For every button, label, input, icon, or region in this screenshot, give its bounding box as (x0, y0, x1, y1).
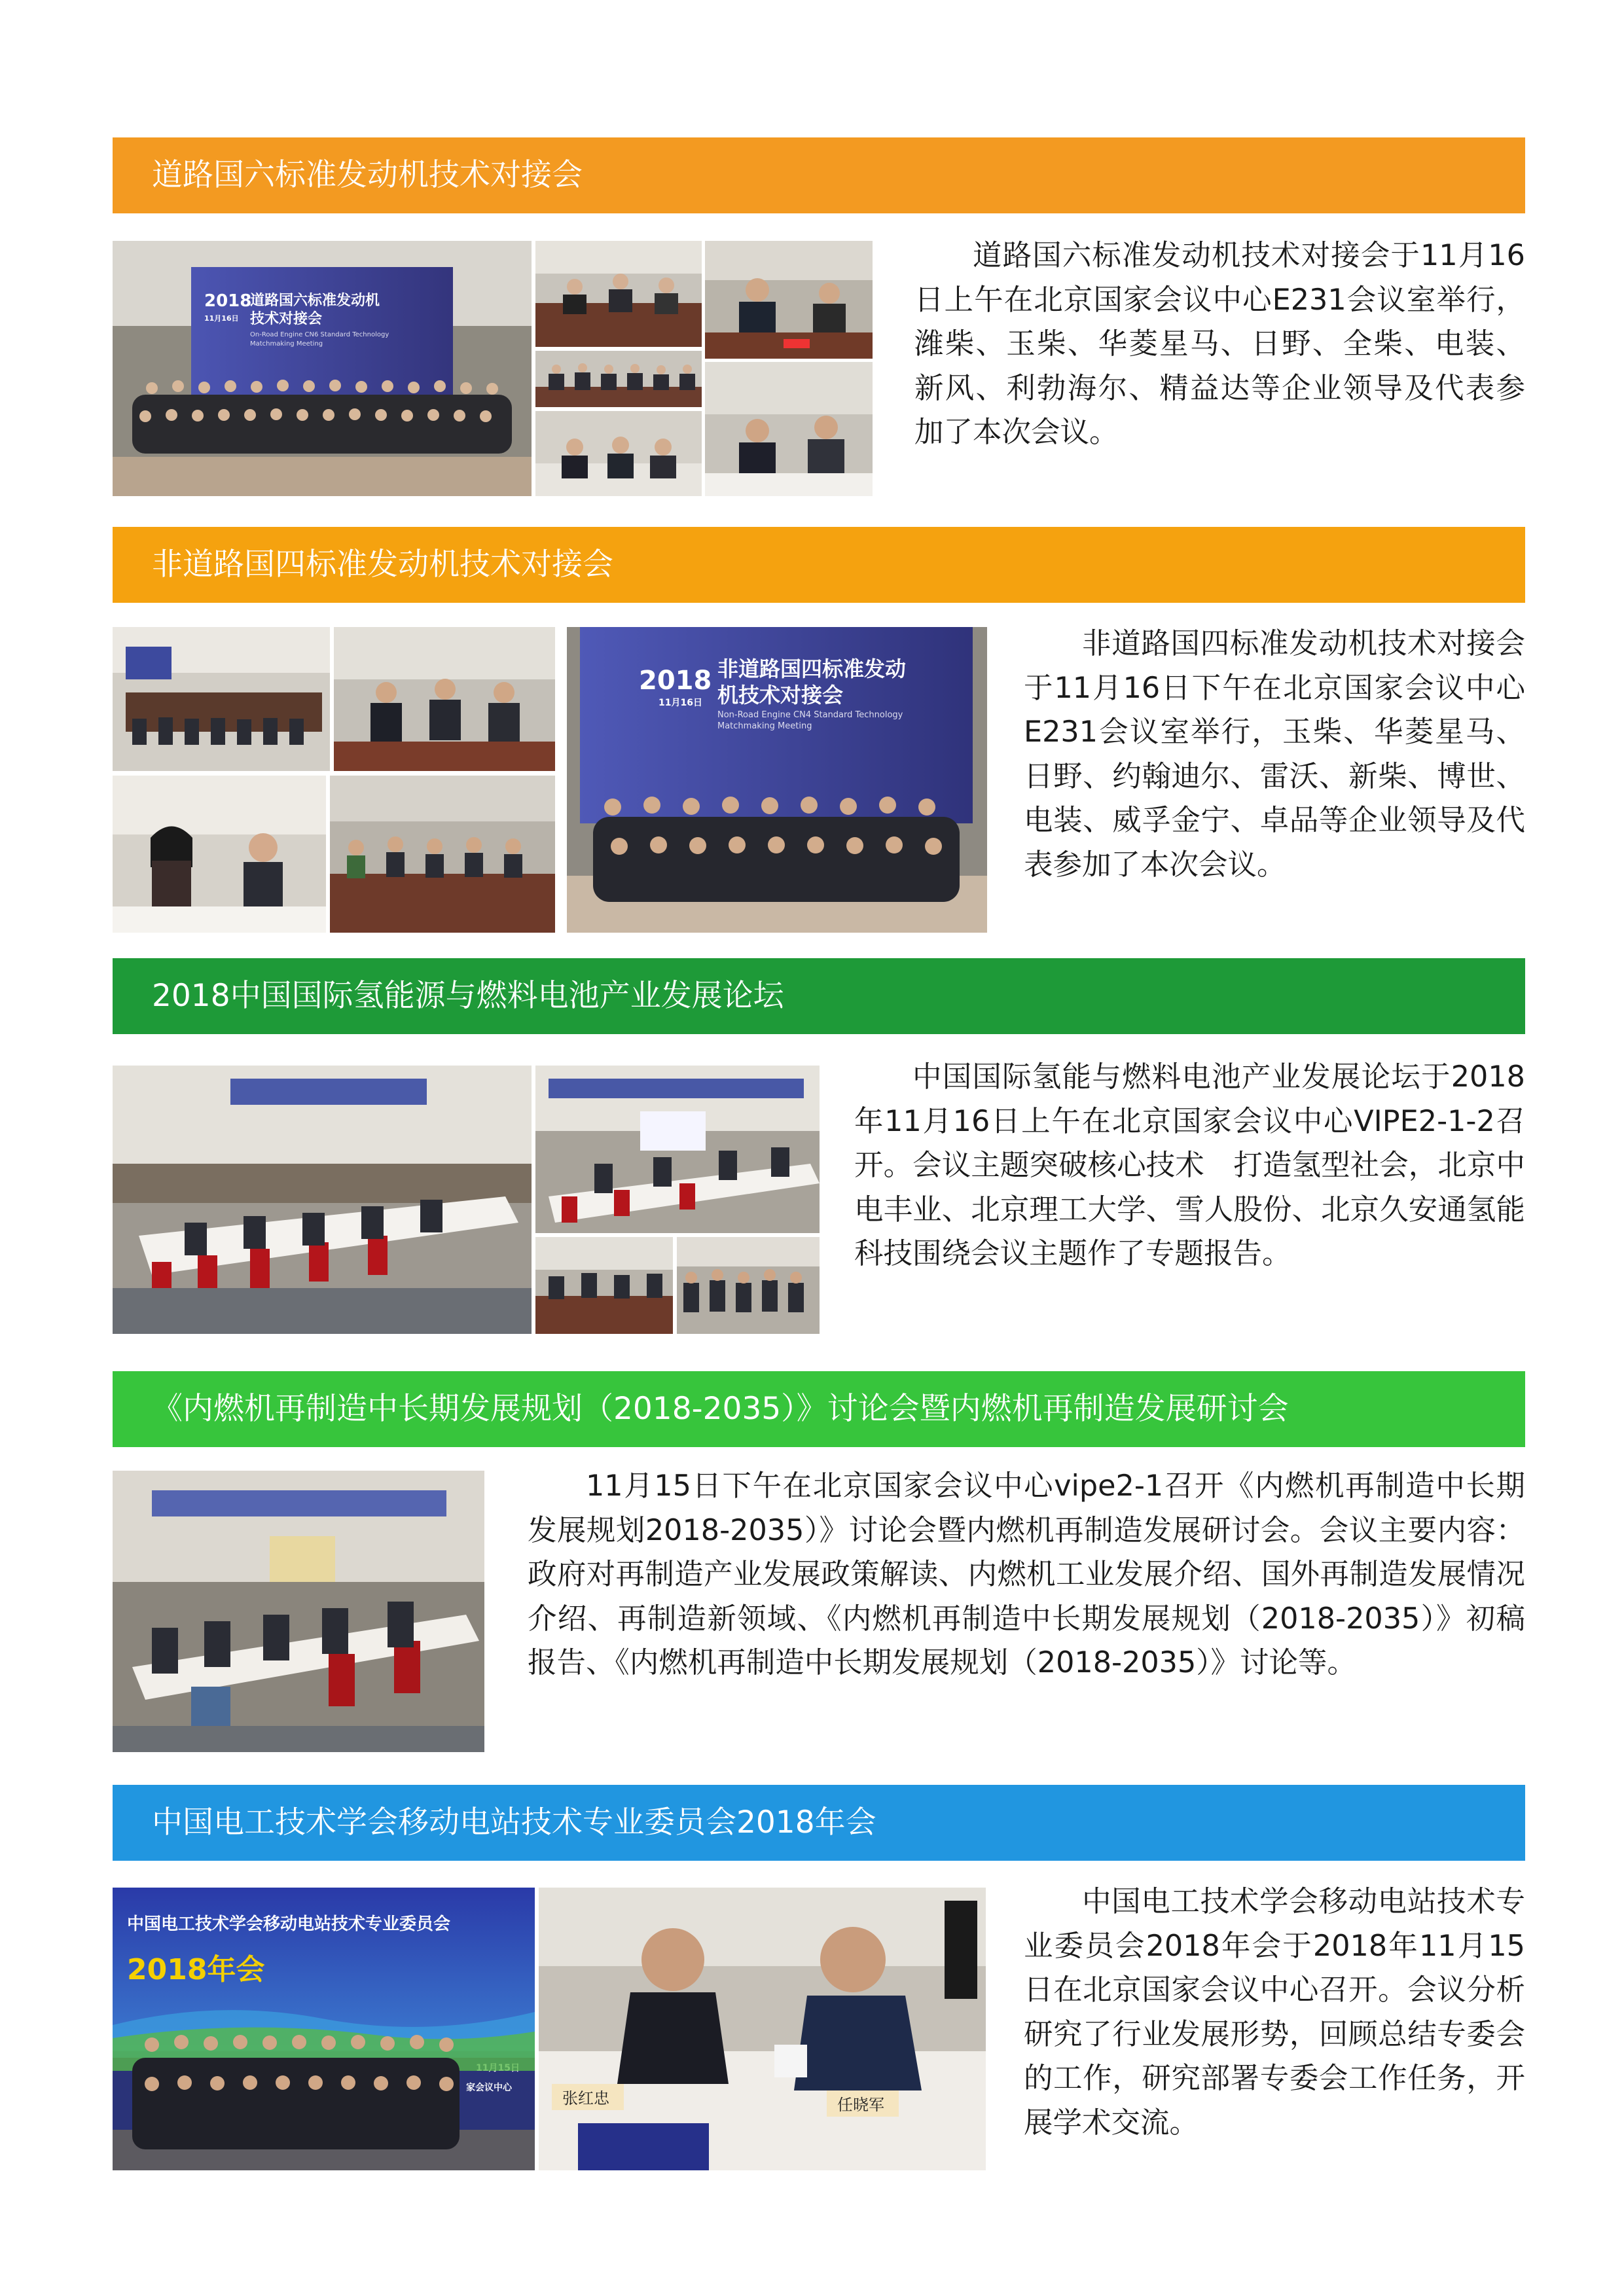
section-banner-3: 2018中国国际氢能源与燃料电池产业发展论坛 (113, 958, 1525, 1034)
svg-text:Non-Road Engine CN4 Standard T: Non-Road Engine CN4 Standard Technology (717, 710, 903, 720)
group-photo-onroad (113, 241, 532, 496)
meeting-photo-nonroad-1 (113, 627, 330, 771)
svg-text:非道路国四标准发动: 非道路国四标准发动 (717, 656, 907, 681)
group-photo-nonroad (567, 627, 987, 933)
meeting-photo-onroad-1 (535, 241, 702, 347)
svg-text:道路国六标准发动机: 道路国六标准发动机 (250, 293, 380, 309)
section-banner-1: 道路国六标准发动机技术对接会 (113, 137, 1525, 213)
meeting-photo-onroad-3 (535, 351, 702, 407)
svg-text:11月16日: 11月16日 (659, 698, 702, 708)
svg-text:家会议中心: 家会议中心 (466, 2083, 512, 2093)
meeting-photo-nonroad-2 (334, 627, 555, 771)
meeting-photo-nonroad-3 (113, 776, 326, 933)
forum-photo-hydrogen-3 (535, 1237, 673, 1334)
section-body-5: 中国电工技术学会移动电站技术专业委员会2018年会于2018年11月15日在北京国家会议中心召开。会议分析研究了行业发展形势，回顾总结专委会的工作，研究部署专委会工作任务，开展学术交流。 (1024, 1885, 1525, 2140)
svg-text:任晓军: 任晓军 (837, 2096, 884, 2114)
svg-text:张红忠: 张红忠 (562, 2089, 609, 2108)
forum-photo-hydrogen-2 (535, 1066, 820, 1233)
section-body-2: 非道路国四标准发动机技术对接会于11月16日下午在北京国家会议中心E231会议室举行，玉柴、华菱星马、日野、约翰迪尔、雷沃、新柴、博世、电装、威孚金宁、卓品等企业领导及代表参加了本次会议。 (1024, 627, 1525, 882)
section-body-4: 11月15日下午在北京国家会议中心vipe2-1召开《内燃机再制造中长期发展规划2018-2035）》讨论会暨内燃机再制造发展研讨会。会议主要内容：政府对再制造产业发展政策解读、内燃机工业发展介绍、国外再制造发展情况介绍、再制造新领域、《内燃机再制造中长期发展规划（2018-2035）》初稿报告、《内燃机再制造中长期发展规划（2018-2035）》讨论等。 (528, 1469, 1525, 1679)
section-banner-5: 中国电工技术学会移动电站技术专业委员会2018年会 (113, 1785, 1525, 1861)
meeting-photo-annual-speakers (539, 1888, 986, 2170)
section-body-1: 道路国六标准发动机技术对接会于11月16日上午在北京国家会议中心E231会议室举行，潍柴、玉柴、华菱星马、日野、全柴、电装、新风、利勃海尔、精益达等企业领导及代表参加了本次会议。 (914, 239, 1525, 449)
svg-text:2018: 2018 (639, 666, 712, 696)
forum-photo-hydrogen-1 (113, 1066, 532, 1334)
group-photo-annual-meeting (113, 1888, 535, 2170)
svg-text:Matchmaking Meeting: Matchmaking Meeting (250, 340, 323, 348)
meeting-photo-nonroad-4 (330, 776, 555, 933)
meeting-photo-onroad-2 (705, 241, 873, 359)
svg-text:11月16日: 11月16日 (204, 314, 239, 323)
svg-text:2018年会: 2018年会 (127, 1953, 265, 1986)
svg-text:Matchmaking Meeting: Matchmaking Meeting (717, 721, 812, 731)
forum-photo-hydrogen-4 (677, 1237, 820, 1334)
meeting-photo-onroad-4 (535, 411, 702, 496)
svg-text:技术对接会: 技术对接会 (250, 311, 323, 327)
svg-text:On-Road Engine CN6 Standard Te: On-Road Engine CN6 Standard Technology (250, 331, 389, 338)
seminar-photo-remanufacturing (113, 1471, 484, 1752)
svg-text:中国电工技术学会移动电站技术专业委员会: 中国电工技术学会移动电站技术专业委员会 (127, 1914, 451, 1934)
section-body-3: 中国国际氢能与燃料电池产业发展论坛于2018年11月16日上午在北京国家会议中心VIPE2-1-2召开。会议主题突破核心技术 打造氢型社会，北京中电丰业、北京理工大学、雪人股份、北京久安通氢能科技围绕会议主题作了专题报告。 (854, 1060, 1525, 1270)
section-banner-4: 《内燃机再制造中长期发展规划（2018-2035）》讨论会暨内燃机再制造发展研讨会 (113, 1371, 1525, 1447)
meeting-photo-onroad-5 (705, 362, 873, 496)
svg-text:机技术对接会: 机技术对接会 (717, 683, 844, 708)
svg-text:2018: 2018 (204, 291, 252, 311)
section-banner-2: 非道路国四标准发动机技术对接会 (113, 527, 1525, 603)
